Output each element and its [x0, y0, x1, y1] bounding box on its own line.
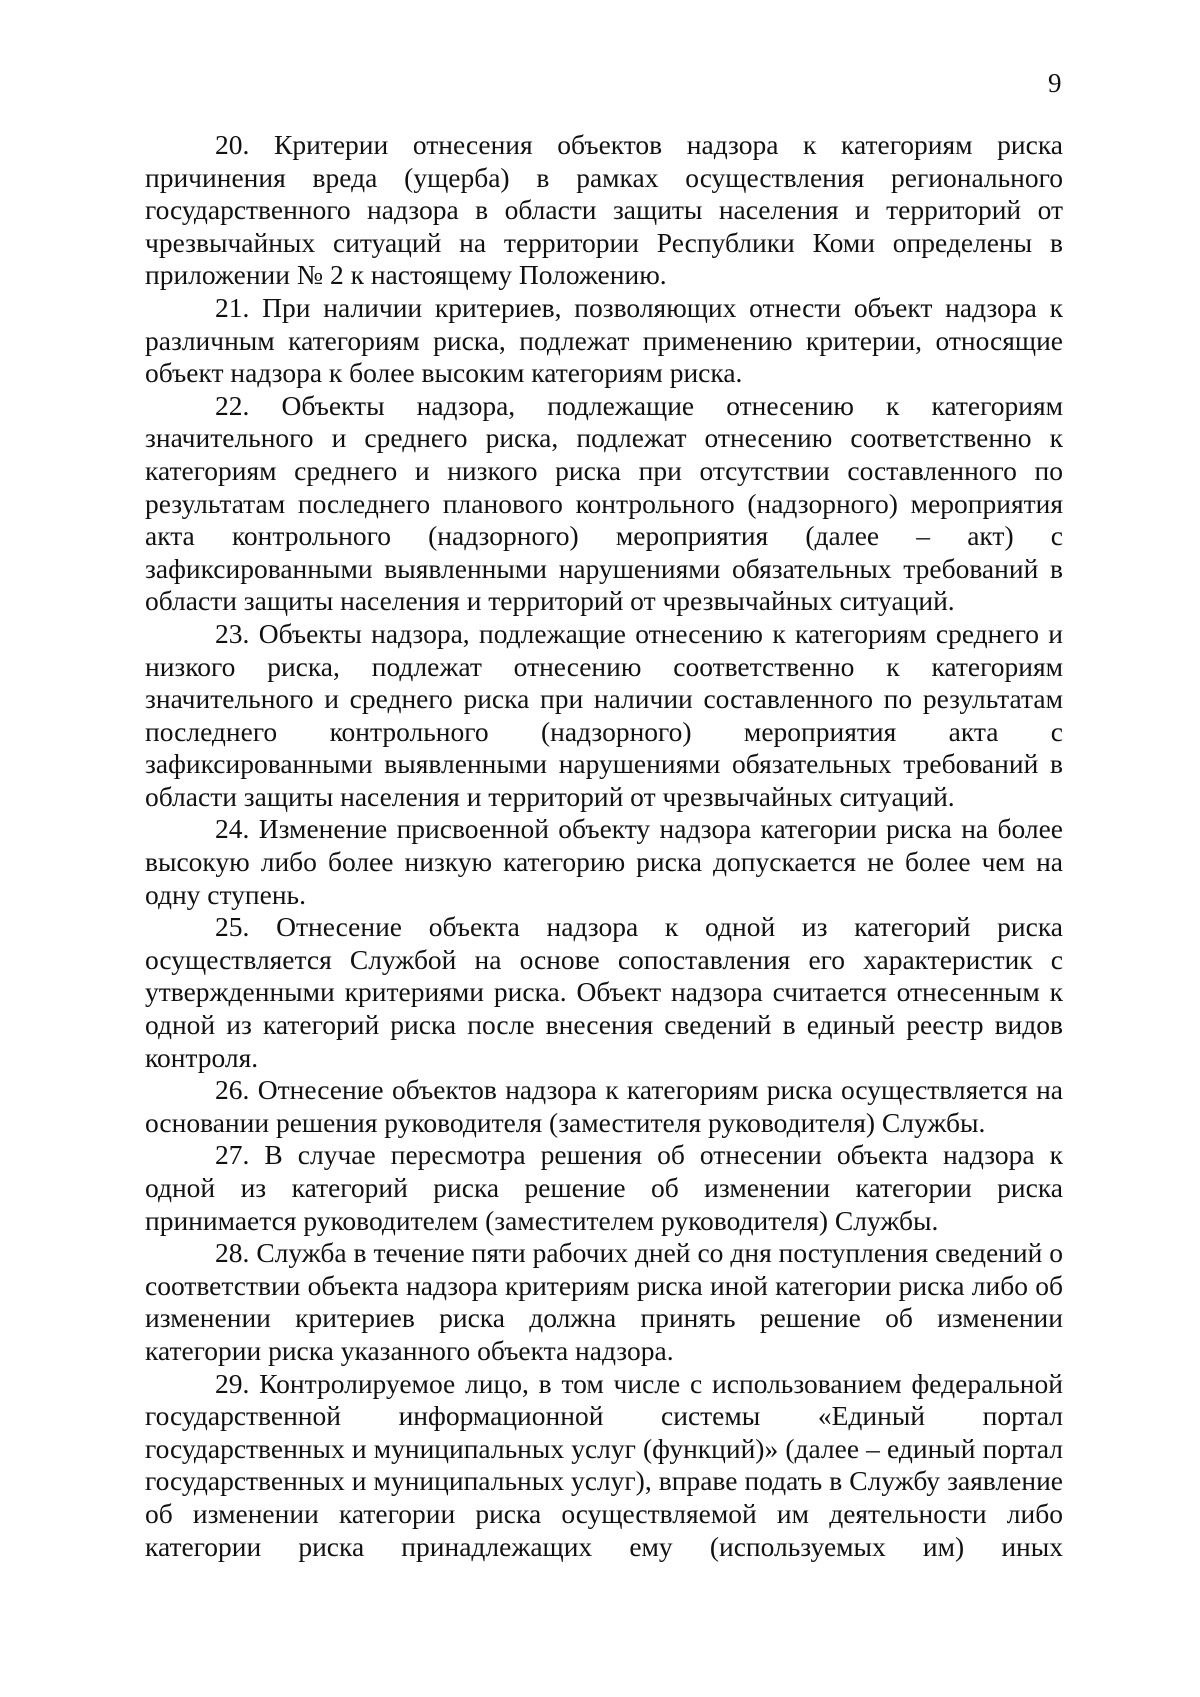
paragraph-29: 29. Контролируемое лицо, в том числе с использованием федеральной государственной информационной системы «Единый портал государственных и муниципальных услуг (функций)» (далее – единый портал государственных и муниципальных услуг), вправе подать в Службу заявление об изменении категории риска осуществляемой им деятельности либо категории риска принадлежащих ему (используемых им) иных: [145, 1367, 1063, 1562]
paragraph-20: 20. Критерии отнесения объектов надзора к категориям риска причинения вреда (ущерба) в рамках осуществления регионального государственного надзора в области защиты населения и территорий от чрезвычайных ситуаций на территории Республики Коми определены в приложении № 2 к настоящему Положению.: [145, 129, 1063, 291]
paragraph-21: 21. При наличии критериев, позволяющих отнести объект надзора к различным категориям риска, подлежат применению критерии, относящие объект надзора к более высоким категориям риска.: [145, 291, 1063, 389]
paragraph-28: 28. Служба в течение пяти рабочих дней со дня поступления сведений о соответствии объекта надзора критериям риска иной категории риска либо об изменении критериев риска должна принять решение об изменении категории риска указанного объекта надзора.: [145, 1237, 1063, 1366]
paragraph-24: 24. Изменение присвоенной объекту надзора категории риска на более высокую либо более низкую категорию риска допускается не более чем на одну ступень.: [145, 813, 1063, 910]
page-number: 9: [1048, 68, 1062, 98]
paragraph-22: 22. Объекты надзора, подлежащие отнесению к категориям значительного и среднего риска, подлежат отнесению соответственно к категориям среднего и низкого риска при отсутствии составленного по результатам последнего планового контрольного (надзорного) мероприятия акта контрольного (надзорного) мероприятия (далее – акт) с зафиксированными выявленными нарушениями обязательных требований в области защиты населения и территорий от чрезвычайных ситуаций.: [145, 389, 1063, 617]
paragraph-23: 23. Объекты надзора, подлежащие отнесению к категориям среднего и низкого риска, подлежат отнесению соответственно к категориям значительного и среднего риска при наличии составленного по результатам последнего контрольного (надзорного) мероприятия акта с зафиксированными выявленными нарушениями обязательных требований в области защиты населения и территорий от чрезвычайных ситуаций.: [145, 617, 1063, 812]
document-body: [145, 129, 1063, 1563]
paragraph-26: 26. Отнесение объектов надзора к категориям риска осуществляется на основании решения руководителя (заместителя руководителя) Службы.: [145, 1074, 1063, 1138]
paragraph-27: 27. В случае пересмотра решения об отнесении объекта надзора к одной из категорий риска решение об изменении категории риска принимается руководителем (заместителем руководителя) Службы.: [145, 1139, 1063, 1236]
paragraph-25: 25. Отнесение объекта надзора к одной из категорий риска осуществляется Службой на основе сопоставления его характеристик с утвержденными критериями риска. Объект надзора считается отнесенным к одной из категорий риска после внесения сведений в единый реестр видов контроля.: [145, 911, 1063, 1073]
